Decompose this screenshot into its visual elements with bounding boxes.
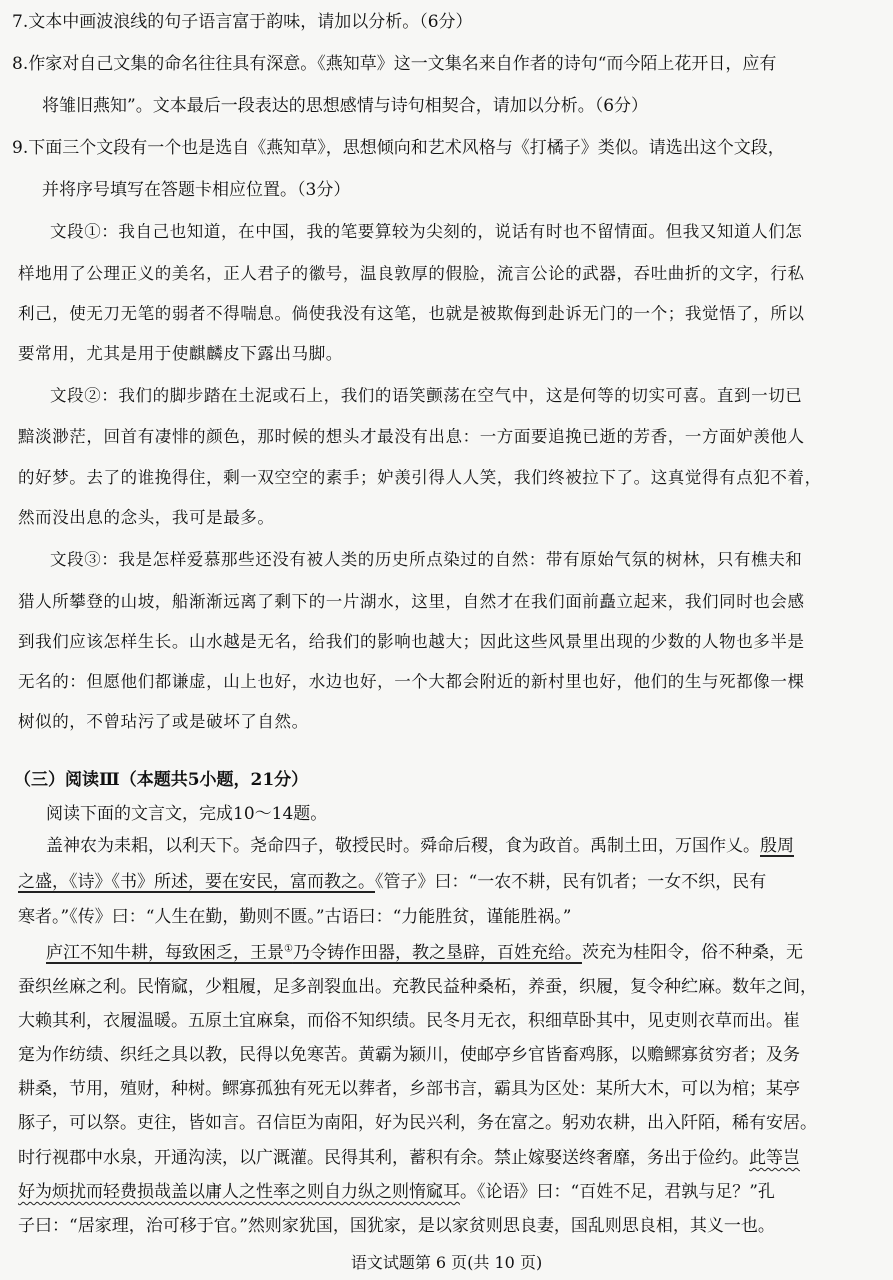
question-8-line-1: 8.作家对自己文集的命名往往具有深意。《燕知草》这一文集名来自作者的诗句“而今陌上花开日，应有 [12, 54, 777, 74]
classical-line: 豚子，可以祭。吏往，皆如言。召信臣为南阳，好为民兴利，务在富之。躬劝农耕，出入阡陌，稀有安居。 [18, 1113, 817, 1133]
passage-3-line: 树似的，不曾玷污了或是破坏了自然。 [18, 712, 309, 731]
classical-line [18, 1146, 800, 1170]
classical-line [18, 870, 766, 894]
classical-text: 。《论语》曰：“百姓不足，君孰与足？”孔 [460, 1182, 775, 1202]
passage-3-line: 文段③：我是怎样爱慕那些还没有被人类的历史所点染过的自然：带有原始气氛的树林，只有樵夫和 [50, 550, 803, 569]
underlined-sentence: 庐江不知牛耕，每致困乏，王景①乃令铸作田器，教之垦辟，百姓充给。 [46, 942, 582, 963]
passage-2-line: 文段②：我们的脚步踏在土泥或石上，我们的语笑颤荡在空气中，这是何等的切实可喜。直到一切已 [50, 386, 803, 405]
classical-line: 蚕织丝麻之利。民惰窳，少粗履，足多剖裂血出。充教民益种桑柘，养蚕，织履，复令种纻麻。数年之间， [18, 977, 817, 997]
classical-line: 大赖其利，衣履温暖。五原土宜麻枲，而俗不知织绩。民冬月无衣，积细草卧其中，见吏则衣草而出。崔 [18, 1011, 800, 1031]
classical-line: 子曰：“居家理，治可移于官。”然则家犹国，国犹家，是以家贫则思良妻，国乱则思良相，其义一也。 [18, 1216, 775, 1236]
wavy-underlined-sentence: 好为烦扰而轻费损哉盖以庸人之性率之则自力纵之则惰窳耳 [18, 1182, 460, 1202]
question-9-line-1: 9.下面三个文段有一个也是选自《燕知草》，思想倾向和艺术风格与《打橘子》类似。请选出这个文段， [12, 138, 785, 158]
classical-line [18, 1180, 775, 1204]
classical-text: 盖神农为耒耜，以利天下。尧命四子，敬授民时。舜命后稷，食为政首。禹制土田，万国作乂。 [46, 836, 760, 856]
classical-text: 《管子》曰：“一农不耕，民有饥者；一女不织，民有 [375, 872, 767, 892]
passage-1-line: 文段①：我自己也知道，在中国，我的笔要算较为尖刻的，说话有时也不留情面。但我又知道人们怎 [50, 222, 803, 241]
wavy-underlined-sentence: 此等岂 [749, 1148, 800, 1168]
passage-3-line: 猎人所攀登的山坡，船渐渐远离了剩下的一片湖水，这里，自然才在我们面前矗立起来，我们同时也会感 [18, 592, 805, 611]
classical-text: 茨充为桂阳令，俗不种桑，无 [581, 942, 803, 963]
classical-line: 寒者。”《传》曰：“人生在勤，勤则不匮。”古语曰：“力能胜贫，谨能胜祸。” [18, 907, 572, 927]
classical-line [46, 937, 803, 965]
question-8-line-2: 将雏旧燕知”。文本最后一段表达的思想感情与诗句相契合，请加以分析。（6分） [42, 96, 649, 116]
passage-1-line: 要常用，尤其是用于使麒麟皮下露出马脚。 [18, 344, 343, 363]
passage-2-line: 黯淡渺茫，回首有凄悱的颜色，那时候的想头才最没有出息：一方面要追挽已逝的芳香，一方面妒羡他人 [18, 427, 805, 446]
passage-1-line: 样地用了公理正义的美名，正人君子的徽号，温良敦厚的假脸，流言公论的武器，吞吐曲折的文字，行私 [18, 264, 805, 283]
classical-text: 时行视郡中水泉，开通沟渎，以广溉灌。民得其利，蓄积有余。禁止嫁娶送终奢靡，务出于俭约。 [18, 1148, 749, 1168]
classical-line: 耕桑，节用，殖财，种树。鳏寡孤独有死无以葬者，乡部书言，霸具为区处：某所大木，可以为棺；某亭 [18, 1079, 800, 1099]
question-9-line-2: 并将序号填写在答题卡相应位置。（3分） [42, 180, 351, 200]
passage-2-line: 的好梦。去了的谁挽得住，剩一双空空的素手；妒羡引得人人笑，我们终被拉下了。这真觉得有点犯不着， [18, 468, 822, 487]
underlined-sentence: 殷周 [760, 836, 794, 856]
passage-1-line: 利己，使无刀无笔的弱者不得喘息。倘使我没有这笔，也就是被欺侮到赴诉无门的一个；我觉悟了，所以 [18, 304, 805, 323]
underlined-sentence: 之盛，《诗》《书》所述，要在安民，富而教之。 [18, 872, 375, 892]
classical-line [46, 834, 794, 858]
page-footer: 语文试题第 6 页(共 10 页) [350, 1253, 543, 1272]
passage-2-line: 然而没出息的念头，我可是最多。 [18, 508, 275, 527]
section-3-instruction: 阅读下面的文言文，完成10～14题。 [46, 804, 328, 824]
section-3-heading: （三）阅读Ⅲ（本题共5小题，21分） [14, 770, 309, 790]
passage-3-line: 到我们应该怎样生长。山水越是无名，给我们的影响也越大；因此这些风景里出现的少数的人物也多半是 [18, 632, 805, 651]
classical-line: 寔为作纺绩、织纴之具以教，民得以免寒苦。黄霸为颍川，使邮亭乡官皆畜鸡豚，以赡鳏寡贫穷者；及务 [18, 1045, 800, 1065]
passage-3-line: 无名的：但愿他们都谦虚，山上也好，水边也好，一个大都会附近的新村里也好，他们的生与死都像一棵 [18, 672, 805, 691]
question-7: 7.文本中画波浪线的句子语言富于韵味，请加以分析。（6分） [12, 12, 473, 32]
